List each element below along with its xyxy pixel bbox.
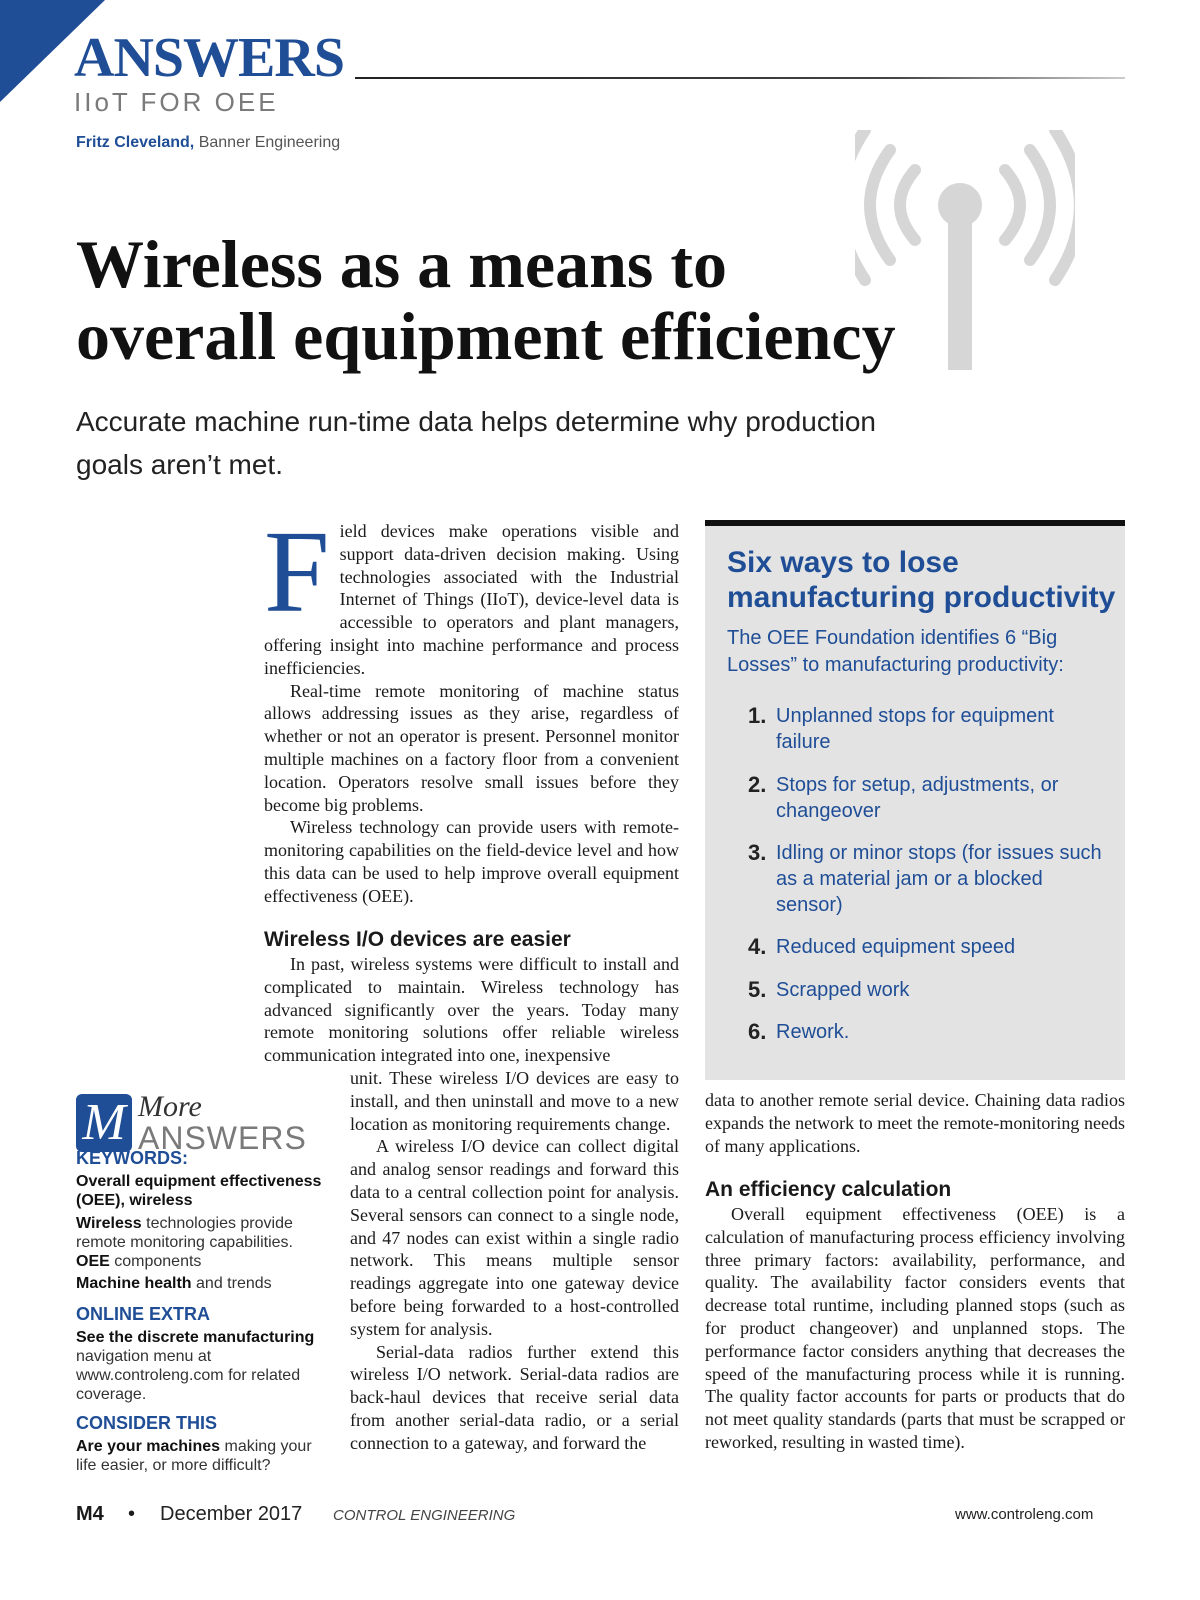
- byline: [76, 134, 340, 152]
- headline-line-2: overall equipment efficiency: [76, 298, 896, 374]
- subhead-wireless-io: Wireless I/O devices are easier: [264, 928, 571, 951]
- more-answers-answers: ANSWERS: [138, 1120, 307, 1156]
- subhead-efficiency: An efficiency calculation: [705, 1178, 952, 1201]
- article-column-2-lower: [705, 1203, 1125, 1454]
- online-extra-rest: navigation menu at www.controleng.com for related coverage.: [76, 1348, 301, 1403]
- consider-this-label: CONSIDER THIS: [76, 1413, 218, 1433]
- article-column-1-top: [264, 506, 679, 908]
- footer-page-number: M4: [76, 1503, 104, 1525]
- keyword-item: [76, 1214, 326, 1252]
- paragraph-1: ield devices make operations visible and support data-driven decision making. Using technologies associated with the Industrial Internet of Things (IIoT), device-level data is accessible to operators and plant managers, offering insight into machine performance and process inefficiencies.: [264, 521, 679, 678]
- loss-item: [748, 703, 1108, 755]
- paragraph-2: Real-time remote monitoring of machine status allows addressing issues as they arise, regardless of whether or not an operator is present. Personnel monitor multiple machines on a factory floor from a convenient location. Operators resolve small issues before they become big problems.: [264, 680, 679, 815]
- loss-item: [748, 934, 1108, 960]
- author-affiliation: Banner Engineering: [194, 134, 341, 151]
- section-title: ANSWERS: [74, 27, 344, 89]
- section-subtitle: IIoT FOR OEE: [74, 87, 279, 117]
- paragraph-4a: In past, wireless systems were difficult to install and complicated to maintain. Wireless technology has advanced significantly over the years. Today many remote monitoring solutions offer reliable wireless communication integrated into one, inexpensive: [264, 954, 679, 1066]
- more-answers-badge-letter: M: [82, 1094, 126, 1151]
- loss-number: 1.: [748, 703, 767, 728]
- article-column-1-mid: [264, 953, 679, 1067]
- keyword-item: [76, 1274, 326, 1293]
- loss-number: 2.: [748, 772, 767, 797]
- loss-text: Scrapped work: [776, 979, 910, 1001]
- article-column-2-top: [705, 1089, 1125, 1157]
- header-rule: [355, 77, 1125, 79]
- sidebar-title-line-2: manufacturing productivity: [727, 581, 1116, 614]
- consider-this-bold: Are your machines: [76, 1438, 221, 1455]
- deck-line-1: Accurate machine run-time data helps determine why production: [76, 406, 876, 437]
- footer-publication: CONTROL ENGINEERING: [333, 1507, 516, 1524]
- deck-line-2: goals aren’t met.: [76, 449, 283, 480]
- paragraph-3: Wireless technology can provide users with remote-monitoring capabilities on the field-device level and how this data can be used to help improve overall equipment effectiveness (OEE).: [264, 817, 679, 906]
- loss-item: [748, 977, 1108, 1003]
- drop-cap: F: [264, 506, 330, 637]
- deck: [76, 400, 976, 486]
- keyword-bold: Overall equipment effectiveness (OEE), wireless: [76, 1173, 322, 1209]
- consider-this-text: [76, 1437, 326, 1475]
- online-extra-label: ONLINE EXTRA: [76, 1304, 211, 1324]
- author-name: Fritz Cleveland,: [76, 134, 195, 151]
- keyword-bold: Machine health: [76, 1275, 192, 1292]
- loss-number: 4.: [748, 934, 767, 959]
- keyword-item: [76, 1252, 326, 1271]
- loss-item: [748, 772, 1108, 824]
- keyword-rest: components: [109, 1253, 202, 1270]
- loss-number: 3.: [748, 840, 767, 865]
- keyword-rest: technologies provide remote monitoring capabilities.: [76, 1215, 293, 1251]
- keywords-label: KEYWORDS:: [76, 1148, 188, 1168]
- footer-date: December 2017: [160, 1503, 303, 1525]
- loss-number: 5.: [748, 977, 767, 1002]
- headline: [76, 228, 1156, 372]
- more-answers-more: More: [138, 1090, 202, 1123]
- sidebar-intro: The OEE Foundation identifies 6 “Big Losses” to manufacturing productivity:: [727, 627, 1064, 676]
- loss-text: Unplanned stops for equipment failure: [776, 705, 1054, 753]
- paragraph-4b: unit. These wireless I/O devices are easy to install, and then uninstall and move to a new location as monitoring requirements change.: [350, 1068, 679, 1134]
- footer-url: www.controleng.com: [955, 1506, 1094, 1523]
- keyword-bold: Wireless: [76, 1215, 142, 1232]
- keyword-rest: and trends: [191, 1275, 272, 1292]
- paragraph-8: Overall equipment effectiveness (OEE) is a calculation of manufacturing process efficiency involving three primary factors: availability, performance, and quality. The availability factor considers events that decrease total runtime, including planned stops (such as for product changeover) and unplanned stops. The performance factor considers anything that decreases the speed of the manufacturing process while it is running. The quality factor accounts for parts or products that do not meet quality standards (parts that must be scrapped or reworked, resulting in wasted time).: [705, 1204, 1125, 1452]
- paragraph-5: A wireless I/O device can collect digital and analog sensor readings and forward this data to a central collection point for analysis. Several sensors can connect to a single node, and 47 nodes can exist within a single radio network. This means multiple sensor readings aggregate into one gateway device before being forwarded to a host-controlled system for analysis.: [350, 1136, 679, 1339]
- article-column-1-lower: [350, 1067, 679, 1455]
- loss-text: Stops for setup, adjustments, or changeover: [776, 774, 1059, 822]
- loss-text: Idling or minor stops (for issues such as a material jam or a blocked sensor): [776, 842, 1102, 916]
- sidebar-title: [727, 545, 1117, 615]
- loss-item: [748, 840, 1108, 918]
- loss-text: Rework.: [776, 1021, 850, 1043]
- loss-item: [748, 1019, 1108, 1045]
- consider-this-rest: making your life easier, or more difficult?: [76, 1438, 312, 1474]
- paragraph-7: data to another remote serial device. Chaining data radios expands the network to meet the remote-monitoring needs of many applications.: [705, 1090, 1125, 1156]
- loss-text: Reduced equipment speed: [776, 936, 1016, 958]
- keyword-item: [76, 1172, 326, 1210]
- online-extra-bold: See the discrete manufacturing: [76, 1329, 315, 1346]
- paragraph-6: Serial-data radios further extend this wireless I/O network. Serial-data radios are back-haul devices that receive serial data from another serial-data radio, or a serial connection to a gateway, and forward the: [350, 1341, 679, 1453]
- footer-bullet: •: [128, 1503, 136, 1525]
- loss-number: 6.: [748, 1019, 767, 1044]
- sidebar-title-line-1: Six ways to lose: [727, 546, 959, 579]
- keyword-bold: OEE: [76, 1253, 110, 1270]
- headline-line-1: Wireless as a means to: [76, 226, 728, 302]
- online-extra-text: [76, 1328, 326, 1404]
